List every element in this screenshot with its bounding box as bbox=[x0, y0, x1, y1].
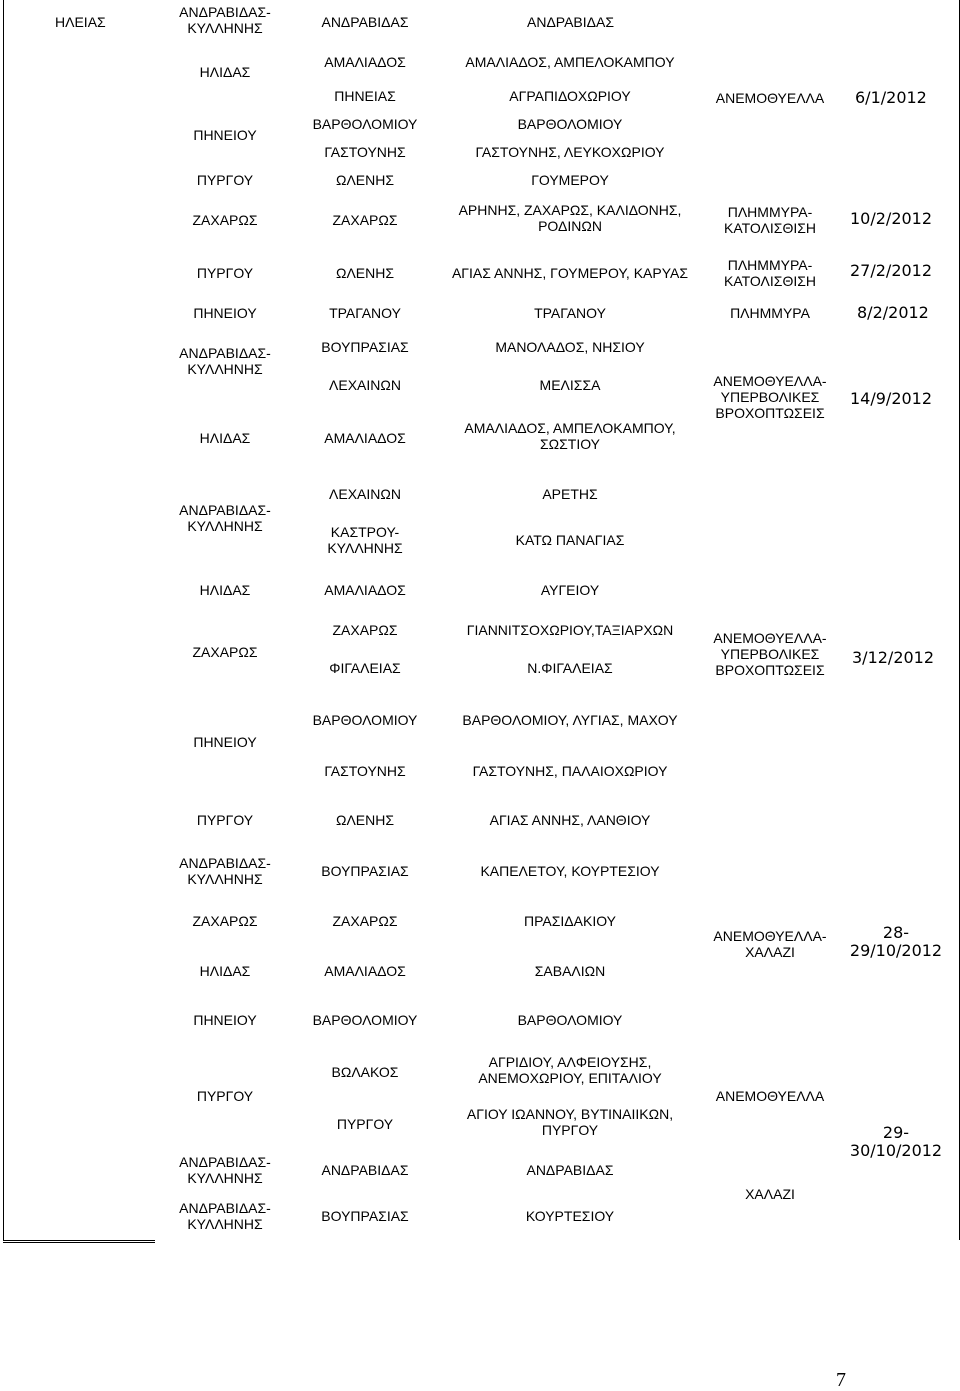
unit-cell: ΠΗΝΕΙΑΣ bbox=[334, 88, 396, 104]
locality-cell: ΑΓΡΑΠΙΔΟΧΩΡΙΟΥ bbox=[509, 88, 631, 104]
unit-cell: ΒΑΡΘΟΛΟΜΙΟΥ bbox=[312, 116, 418, 132]
locality-cell: ΓΟΥΜΕΡΟΥ bbox=[531, 172, 609, 188]
unit-cell: ΤΡΑΓΑΝΟΥ bbox=[329, 305, 401, 321]
unit-cell: ΖΑΧΑΡΩΣ bbox=[332, 622, 398, 638]
locality-cell: ΑΡΗΝΗΣ, ΖΑΧΑΡΩΣ, ΚΑΛΙΔΟΝΗΣ, ΡΟΔΙΝΩΝ bbox=[458, 202, 682, 234]
locality-cell: ΠΡΑΣΙΔΑΚΙΟΥ bbox=[524, 913, 616, 929]
municipality-cell: ΠΥΡΓΟΥ bbox=[196, 812, 254, 828]
date-cell: 6/1/2012 bbox=[855, 88, 927, 107]
unit-cell: ΒΟΥΠΡΑΣΙΑΣ bbox=[321, 339, 409, 355]
municipality-cell: ΑΝΔΡΑΒΙΔΑΣ- ΚΥΛΛΗΝΗΣ bbox=[179, 1200, 271, 1232]
unit-cell: ΒΩΛΑΚΟΣ bbox=[331, 1064, 399, 1080]
locality-cell: ΓΑΣΤΟΥΝΗΣ, ΠΑΛΑΙΟΧΩΡΙΟΥ bbox=[472, 763, 668, 779]
event-cell: ΠΛΗΜΜΥΡΑ- ΚΑΤΟΛΙΣΘΙΣΗ bbox=[723, 204, 816, 236]
unit-cell: ΚΑΣΤΡΟΥ- ΚΥΛΛΗΝΗΣ bbox=[327, 524, 403, 556]
locality-cell: ΑΥΓΕΙΟΥ bbox=[540, 582, 600, 598]
unit-cell: ΛΕΧΑΙΝΩΝ bbox=[329, 486, 401, 502]
locality-cell: Ν.ΦΙΓΑΛΕΙΑΣ bbox=[527, 660, 613, 676]
municipality-cell: ΖΑΧΑΡΩΣ bbox=[192, 644, 258, 660]
municipality-cell: ΠΗΝΕΙΟΥ bbox=[193, 1012, 257, 1028]
event-cell: ΑΝΕΜΟΘΥΕΛΛΑ- ΧΑΛΑΖΙ bbox=[713, 928, 827, 960]
event-cell: ΑΝΕΜΟΘΥΕΛΛΑ bbox=[715, 90, 825, 106]
municipality-cell: ΑΝΔΡΑΒΙΔΑΣ- ΚΥΛΛΗΝΗΣ bbox=[179, 4, 271, 36]
locality-cell: ΑΝΔΡΑΒΙΔΑΣ bbox=[527, 14, 615, 30]
unit-cell: ΒΑΡΘΟΛΟΜΙΟΥ bbox=[312, 712, 418, 728]
unit-cell: ΖΑΧΑΡΩΣ bbox=[332, 913, 398, 929]
municipality-cell: ΑΝΔΡΑΒΙΔΑΣ- ΚΥΛΛΗΝΗΣ bbox=[179, 502, 271, 534]
event-cell: ΑΝΕΜΟΘΥΕΛΛΑ bbox=[715, 1088, 825, 1104]
municipality-cell: ΑΝΔΡΑΒΙΔΑΣ- ΚΥΛΛΗΝΗΣ bbox=[179, 345, 271, 377]
unit-cell: ΒΟΥΠΡΑΣΙΑΣ bbox=[321, 1208, 409, 1224]
event-cell: ΑΝΕΜΟΘΥΕΛΛΑ- ΥΠΕΡΒΟΛΙΚΕΣ ΒΡΟΧΟΠΤΩΣΕΙΣ bbox=[713, 630, 827, 678]
page-number: 7 bbox=[836, 1369, 846, 1391]
unit-cell: ΩΛΕΝΗΣ bbox=[335, 265, 395, 281]
unit-cell: ΓΑΣΤΟΥΝΗΣ bbox=[324, 763, 406, 779]
municipality-cell: ΗΛΙΔΑΣ bbox=[199, 430, 251, 446]
date-cell: 10/2/2012 bbox=[850, 209, 933, 228]
unit-cell: ΛΕΧΑΙΝΩΝ bbox=[329, 377, 401, 393]
locality-cell: ΑΓΙΑΣ ΑΝΝΗΣ, ΛΑΝΘΙΟΥ bbox=[489, 812, 651, 828]
locality-cell: ΚΟΥΡΤΕΣΙΟΥ bbox=[525, 1208, 615, 1224]
municipality-cell: ΗΛΙΔΑΣ bbox=[199, 64, 251, 80]
locality-cell: ΑΡΕΤΗΣ bbox=[542, 486, 598, 502]
locality-cell: ΚΑΠΕΛΕΤΟΥ, ΚΟΥΡΤΕΣΙΟΥ bbox=[480, 863, 660, 879]
locality-cell: ΓΙΑΝΝΙΤΣΟΧΩΡΙΟΥ,ΤΑΞΙΑΡΧΩΝ bbox=[466, 622, 674, 638]
unit-cell: ΓΑΣΤΟΥΝΗΣ bbox=[324, 144, 406, 160]
unit-cell: ΑΜΑΛΙΑΔΟΣ bbox=[324, 582, 406, 598]
municipality-cell: ΠΥΡΓΟΥ bbox=[196, 172, 254, 188]
table-bottom-rule bbox=[3, 1240, 155, 1243]
municipality-cell: ΗΛΙΔΑΣ bbox=[199, 963, 251, 979]
municipality-cell: ΖΑΧΑΡΩΣ bbox=[192, 212, 258, 228]
locality-cell: ΑΓΙΟΥ ΙΩΑΝΝΟΥ, ΒΥΤΙΝΑΙΙΚΩΝ, ΠΥΡΓΟΥ bbox=[466, 1106, 674, 1138]
unit-cell: ΠΥΡΓΟΥ bbox=[336, 1116, 394, 1132]
locality-cell: ΑΓΡΙΔΙΟΥ, ΑΛΦΕΙΟΥΣΗΣ, ΑΝΕΜΟΧΩΡΙΟΥ, ΕΠΙΤΑΛΙΟΥ bbox=[478, 1054, 662, 1086]
locality-cell: ΑΜΑΛΙΑΔΟΣ, ΑΜΠΕΛΟΚΑΜΠΟΥ bbox=[465, 54, 675, 70]
locality-cell: ΜΕΛΙΣΣΑ bbox=[539, 377, 601, 393]
date-cell: 14/9/2012 bbox=[850, 389, 933, 408]
date-cell: 8/2/2012 bbox=[857, 303, 929, 322]
locality-cell: ΑΝΔΡΑΒΙΔΑΣ bbox=[526, 1162, 614, 1178]
unit-cell: ΑΜΑΛΙΑΔΟΣ bbox=[324, 963, 406, 979]
locality-cell: ΑΜΑΛΙΑΔΟΣ, ΑΜΠΕΛΟΚΑΜΠΟΥ, ΣΩΣΤΙΟΥ bbox=[464, 420, 676, 452]
unit-cell: ΒΟΥΠΡΑΣΙΑΣ bbox=[321, 863, 409, 879]
unit-cell: ΑΜΑΛΙΑΔΟΣ bbox=[324, 54, 406, 70]
event-cell: ΧΑΛΑΖΙ bbox=[745, 1186, 795, 1202]
locality-cell: ΒΑΡΘΟΛΟΜΙΟΥ, ΛΥΓΙΑΣ, ΜΑΧΟΥ bbox=[462, 712, 678, 728]
locality-cell: ΑΓΙΑΣ ΑΝΝΗΣ, ΓΟΥΜΕΡΟΥ, ΚΑΡΥΑΣ bbox=[451, 265, 689, 281]
date-cell: 29- 30/10/2012 bbox=[849, 1123, 943, 1160]
municipality-cell: ΠΥΡΓΟΥ bbox=[196, 265, 254, 281]
locality-cell: ΣΑΒΑΛΙΩΝ bbox=[534, 963, 606, 979]
date-cell: 3/12/2012 bbox=[852, 648, 935, 667]
unit-cell: ΒΑΡΘΟΛΟΜΙΟΥ bbox=[312, 1012, 418, 1028]
municipality-cell: ΖΑΧΑΡΩΣ bbox=[192, 913, 258, 929]
locality-cell: ΒΑΡΘΟΛΟΜΙΟΥ bbox=[517, 1012, 623, 1028]
unit-cell: ΩΛΕΝΗΣ bbox=[335, 812, 395, 828]
municipality-cell: ΠΥΡΓΟΥ bbox=[196, 1088, 254, 1104]
unit-cell: ΑΝΔΡΑΒΙΔΑΣ bbox=[321, 14, 409, 30]
event-cell: ΠΛΗΜΜΥΡΑ- ΚΑΤΟΛΙΣΘΙΣΗ bbox=[723, 257, 816, 289]
municipality-cell: ΠΗΝΕΙΟΥ bbox=[193, 305, 257, 321]
event-cell: ΠΛΗΜΜΥΡΑ bbox=[730, 305, 810, 321]
unit-cell: ΩΛΕΝΗΣ bbox=[335, 172, 395, 188]
municipality-cell: ΗΛΙΔΑΣ bbox=[199, 582, 251, 598]
municipality-cell: ΠΗΝΕΙΟΥ bbox=[193, 127, 257, 143]
prefecture-cell: ΗΛΕΙΑΣ bbox=[55, 14, 106, 30]
unit-cell: ΑΜΑΛΙΑΔΟΣ bbox=[324, 430, 406, 446]
municipality-cell: ΠΗΝΕΙΟΥ bbox=[193, 734, 257, 750]
event-cell: ΑΝΕΜΟΘΥΕΛΛΑ- ΥΠΕΡΒΟΛΙΚΕΣ ΒΡΟΧΟΠΤΩΣΕΙΣ bbox=[713, 373, 827, 421]
unit-cell: ΑΝΔΡΑΒΙΔΑΣ bbox=[321, 1162, 409, 1178]
municipality-cell: ΑΝΔΡΑΒΙΔΑΣ- ΚΥΛΛΗΝΗΣ bbox=[179, 855, 271, 887]
date-cell: 28- 29/10/2012 bbox=[849, 923, 943, 960]
locality-cell: ΒΑΡΘΟΛΟΜΙΟΥ bbox=[517, 116, 623, 132]
municipality-cell: ΑΝΔΡΑΒΙΔΑΣ- ΚΥΛΛΗΝΗΣ bbox=[179, 1154, 271, 1186]
locality-cell: ΓΑΣΤΟΥΝΗΣ, ΛΕΥΚΟΧΩΡΙΟΥ bbox=[475, 144, 665, 160]
unit-cell: ΦΙΓΑΛΕΙΑΣ bbox=[329, 660, 401, 676]
locality-cell: ΤΡΑΓΑΝΟΥ bbox=[534, 305, 606, 321]
locality-cell: ΚΑΤΩ ΠΑΝΑΓΙΑΣ bbox=[515, 532, 625, 548]
unit-cell: ΖΑΧΑΡΩΣ bbox=[332, 212, 398, 228]
date-cell: 27/2/2012 bbox=[850, 261, 933, 280]
locality-cell: ΜΑΝΟΛΑΔΟΣ, ΝΗΣΙΟΥ bbox=[495, 339, 645, 355]
